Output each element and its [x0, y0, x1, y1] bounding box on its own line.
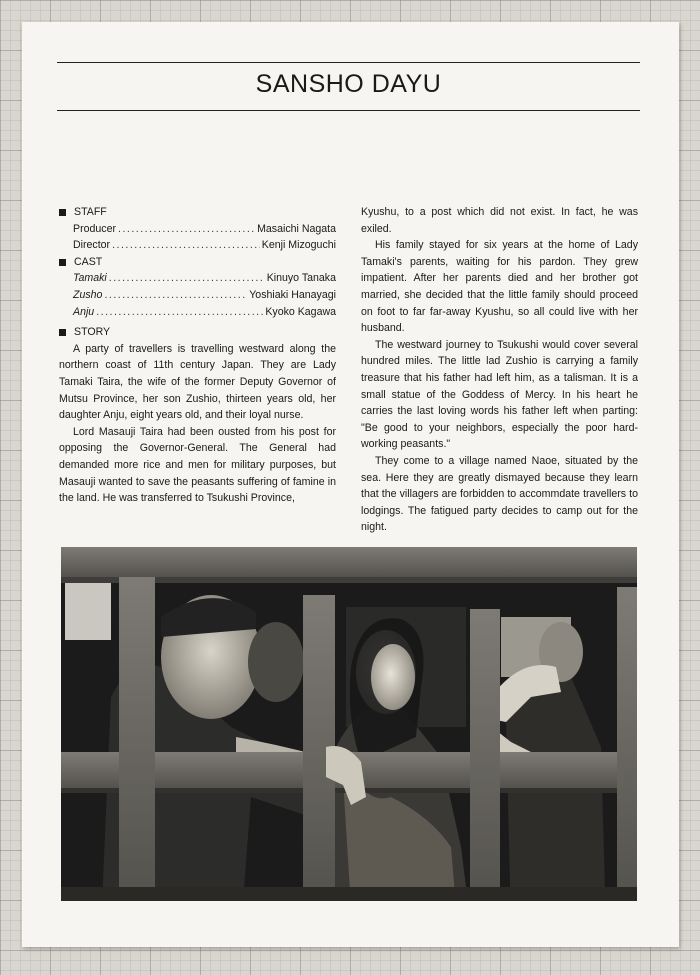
left-column: [59, 204, 336, 507]
story-paragraph: His family stayed for six years at the home of Lady Tamaki's parents, waiting for his pardon. They grew impatient. After her parents died and her brother got married, she decided that the little family should proceed on foot to far far-away Kyushu, so all could live with her husband.: [361, 239, 638, 335]
cast-heading: CAST: [59, 254, 336, 271]
story-heading: STORY: [59, 324, 336, 341]
story-paragraph: Lord Masauji Taira had been ousted from his post for opposing the Governor-General. The General had demanded more rice and men for military purposes, but Masauji wanted to save the peasants suffering of famine in the land. He was transferred to Tsukushi Province,: [59, 425, 336, 505]
bullet-icon: [59, 329, 66, 336]
page-title: SANSHO DAYU: [255, 70, 442, 98]
staff-credit-producer: Producer ..... Masaichi Nagata: [59, 221, 336, 238]
story-paragraph-continued: Kyushu, to a post which did not exist. In fact, he was exiled.: [361, 206, 638, 235]
staff-credit-director: Director ..... Kenji Mizoguchi: [59, 237, 336, 254]
staff-heading: STAFF: [59, 204, 336, 221]
handout-sheet: [22, 22, 679, 947]
cast-credit-zusho: Zusho ..... Yoshiaki Hanayagi: [59, 287, 336, 304]
story-paragraph: They come to a village named Naoe, situated by the sea. Here they are greatly dismayed because they learn that the villagers are forbidden to accommdate travellers to lodgings. The fatigued party decides to camp out for the night.: [361, 454, 638, 534]
film-still-photo: [61, 547, 637, 901]
story-paragraph: The westward journey to Tsukushi would cover several hundred miles. The little lad Zushio is carrying a family treasure that his father had left him, as a talisman. It is a small statue of the Goddess of Mercy. In his heart he carries the last loving words his father left when parting: "Be good to your neighbors, especially the poor hard-working peasants.": [361, 338, 638, 451]
title-bottom-rule: [57, 110, 640, 111]
cast-credit-tamaki: Tamaki ..... Kinuyo Tanaka: [59, 270, 336, 287]
film-still-image: [61, 547, 637, 901]
bullet-icon: [59, 209, 66, 216]
title-top-rule: [57, 62, 640, 63]
cast-credit-anju: Anju ..... Kyoko Kagawa: [59, 304, 336, 321]
right-column: [361, 204, 638, 536]
story-paragraph: A party of travellers is travelling westward along the northern coast of 11th century Japan. They are Lady Tamaki Taira, the wife of the former Deputy Governor of Mutsu Province, her son Zushio, thirteen years old, her daughter Anju, eight years old, and their loyal nurse.: [59, 342, 336, 422]
bullet-icon: [59, 259, 66, 266]
